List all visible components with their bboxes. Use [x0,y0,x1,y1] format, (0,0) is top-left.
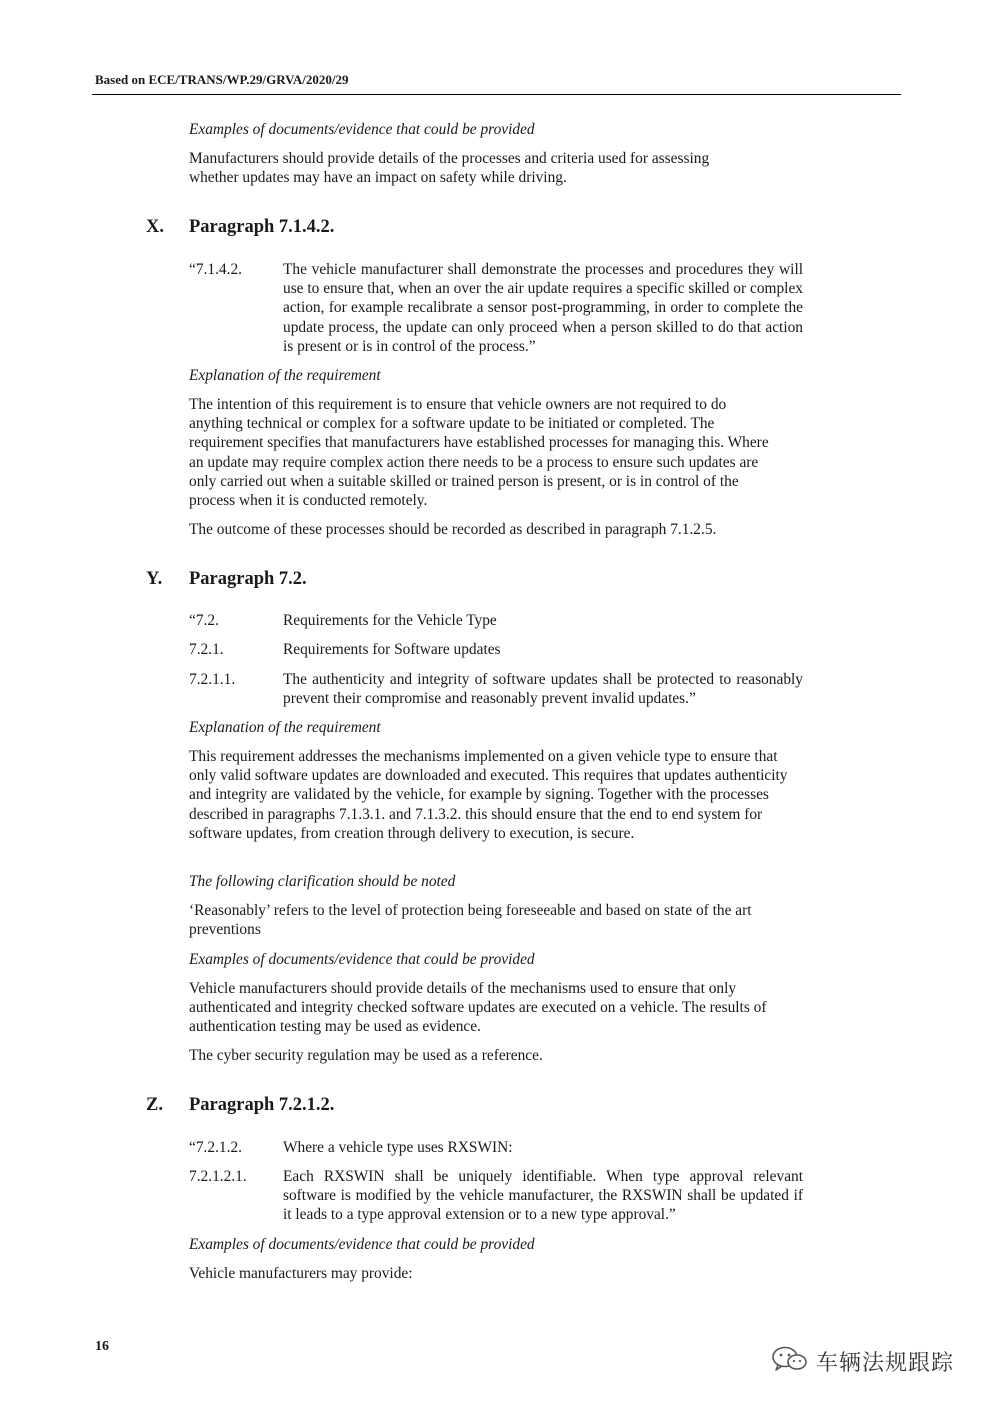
quote-text: The authenticity and integrity of software updates shall be protected to reasonably prevent their compromise and reasonably prevent invalid updates.” [283,671,803,708]
quote-text: Requirements for Software updates [283,641,501,658]
block-heading: Explanation of the requirement [189,719,381,736]
intro-paragraph: Manufacturers should provide details of the processes and criteria used for assessing whether updates may have an impact on safety while driving. [189,150,710,187]
quote-number: “7.2. [189,612,219,629]
page-number: 16 [95,1339,109,1354]
block-paragraph: Vehicle manufacturers should provide details of the mechanisms used to ensure that only authenticated and integrity checked software updates are executed on a vehicle. The results of authentication testing may be used as evidence. [189,980,767,1036]
quote-text: Each RXSWIN shall be uniquely identifiable. When type approval relevant software is modified by the vehicle manufacturer, the RXSWIN shall be updated if it leads to a type approval extension or to a new type approval.” [283,1168,803,1224]
section-x-letter: X. [146,217,164,237]
section-z-title: Paragraph 7.2.1.2. [189,1095,335,1115]
quote-number: “7.2.1.2. [189,1139,243,1156]
block-heading: Explanation of the requirement [189,367,381,384]
block-paragraph: ‘Reasonably’ refers to the level of protection being foreseeable and based on state of the art preventions [189,902,752,939]
watermark-text: 车辆法规跟踪 [816,1351,955,1376]
block-heading: The following clarification should be noted [189,873,456,890]
block-paragraph: This requirement addresses the mechanisms implemented on a given vehicle type to ensure that only valid software updates are downloaded and executed. This requires that updates authenticity and integrity are validated by the vehicle, for example by signing. Together with the processes described in paragraphs 7.1.3.1. and 7.1.3.2. this should ensure that the end to end system for software updates, from creation through delivery to execution, is secure. [189,748,788,842]
section-x-title: Paragraph 7.1.4.2. [189,217,335,237]
header-divider [92,94,901,95]
block-paragraph: The intention of this requirement is to ensure that vehicle owners are not required to do anything technical or complex for a software update to be initiated or completed. The requirement specifies that manufacturers have established processes for managing this. Where an update may require complex action there needs to be a process to ensure such updates are only carried out when a suitable skilled or trained person is present, or is in control of the process when it is conducted remotely. [189,396,769,510]
block-paragraph: Vehicle manufacturers may provide: [189,1265,413,1282]
block-heading: Examples of documents/evidence that could be provided [189,951,535,968]
block-heading: Examples of documents/evidence that could be provided [189,1236,535,1253]
intro-heading: Examples of documents/evidence that could be provided [189,121,535,138]
block-paragraph: The outcome of these processes should be recorded as described in paragraph 7.1.2.5. [189,521,717,538]
section-z-letter: Z. [146,1095,163,1115]
section-y-title: Paragraph 7.2. [189,569,307,589]
header-reference: Based on ECE/TRANS/WP.29/GRVA/2020/29 [95,72,349,87]
quote-number: 7.2.1. [189,641,224,658]
quote-text: The vehicle manufacturer shall demonstrate the processes and procedures they will use to ensure that, when an over the air update requires a specific skilled or complex action, for example recalibrate a sensor post-programming, in order to complete the update process, the update can only proceed when a person skilled to do that action is present or is in control of the process.” [283,261,803,355]
quote-number: 7.2.1.2.1. [189,1168,247,1185]
watermark [770,1344,954,1379]
quote-number: 7.2.1.1. [189,671,236,688]
quote-text: Requirements for the Vehicle Type [283,612,497,629]
block-paragraph: The cyber security regulation may be used as a reference. [189,1047,543,1064]
section-y-letter: Y. [146,569,163,589]
wechat-icon [770,1344,810,1379]
quote-number: “7.1.4.2. [189,261,243,278]
quote-text: Where a vehicle type uses RXSWIN: [283,1139,513,1156]
